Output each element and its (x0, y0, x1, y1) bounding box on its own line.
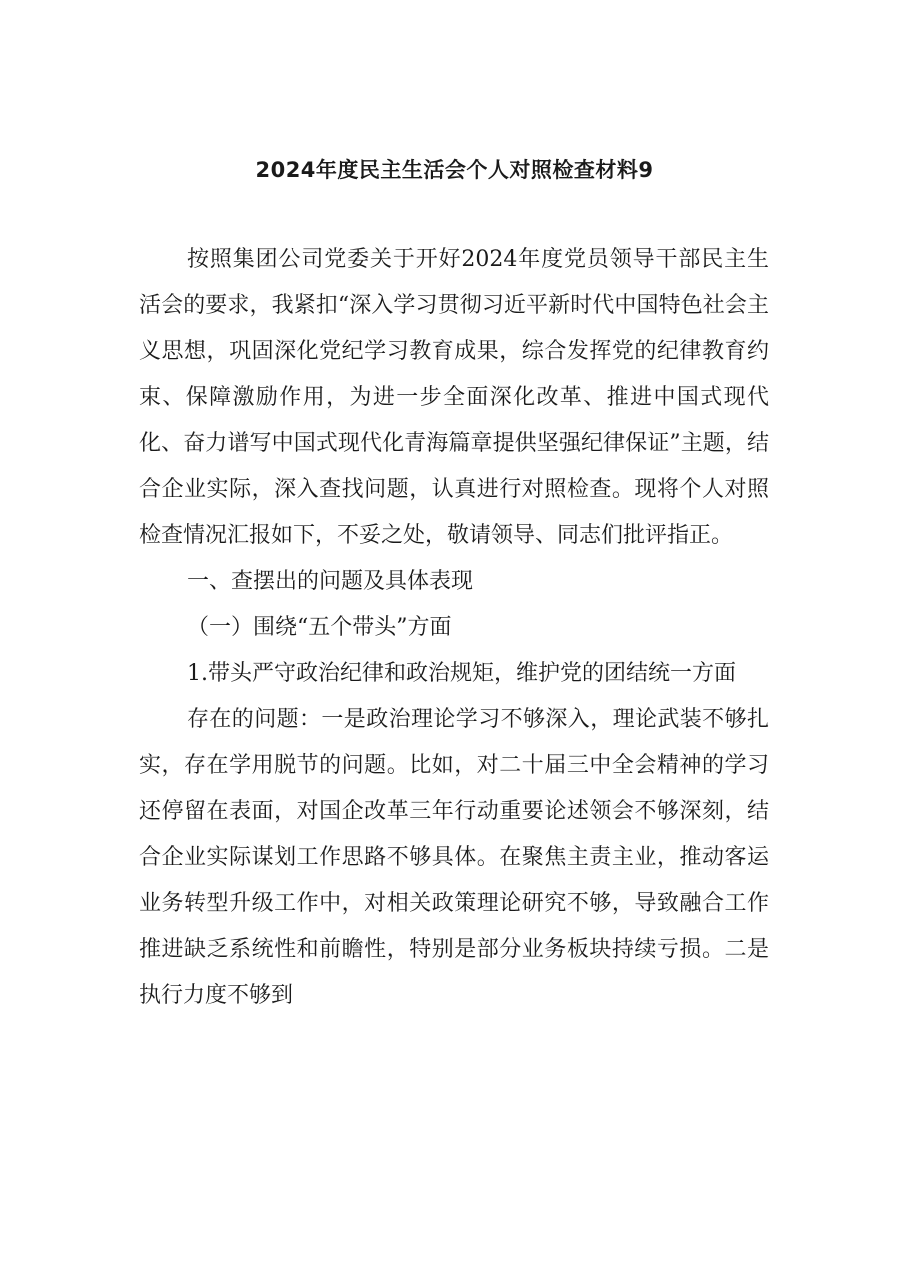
section-heading: 一、查摆出的问题及具体表现 (187, 569, 474, 594)
problem-paragraph: 存在的问题：一是政治理论学习不够深入，理论武装不够扎实，存在学用脱节的问题。比如，对二十届三中全会精神的学习还停留在表面，对国企改革三年行动重要论述领会不够深刻，结合企业实际谋划工作思路不够具体。在聚焦主责主业，推动客运业务转型升级工作中，对相关政策理论研究不够，导致融合工作推进缺乏系统性和前瞻性，特别是部分业务板块持续亏损。二是执行力度不够到 (139, 707, 769, 1008)
document-title: 2024年度民主生活会个人对照检查材料9 (255, 158, 654, 182)
item-heading: 1.带头严守政治纪律和政治规矩，维护党的团结统一方面 (187, 661, 736, 686)
intro-paragraph: 按照集团公司党委关于开好2024年度党员领导干部民主生活会的要求，我紧扣“深入学习贯彻习近平新时代中国特色社会主义思想，巩固深化党纪学习教育成果，综合发挥党的纪律教育约束、保障激励作用，为进一步全面深化改革、推进中国式现代化、奋力谱写中国式现代化青海篇章提供坚强纪律保证”主题，结合企业实际，深入查找问题，认真进行对照检查。现将个人对照检查情况汇报如下，不妥之处，敬请领导、同志们批评指正。 (139, 247, 769, 548)
subsection-heading: （一）围绕“五个带头”方面 (187, 615, 452, 640)
document-body (139, 237, 769, 1019)
